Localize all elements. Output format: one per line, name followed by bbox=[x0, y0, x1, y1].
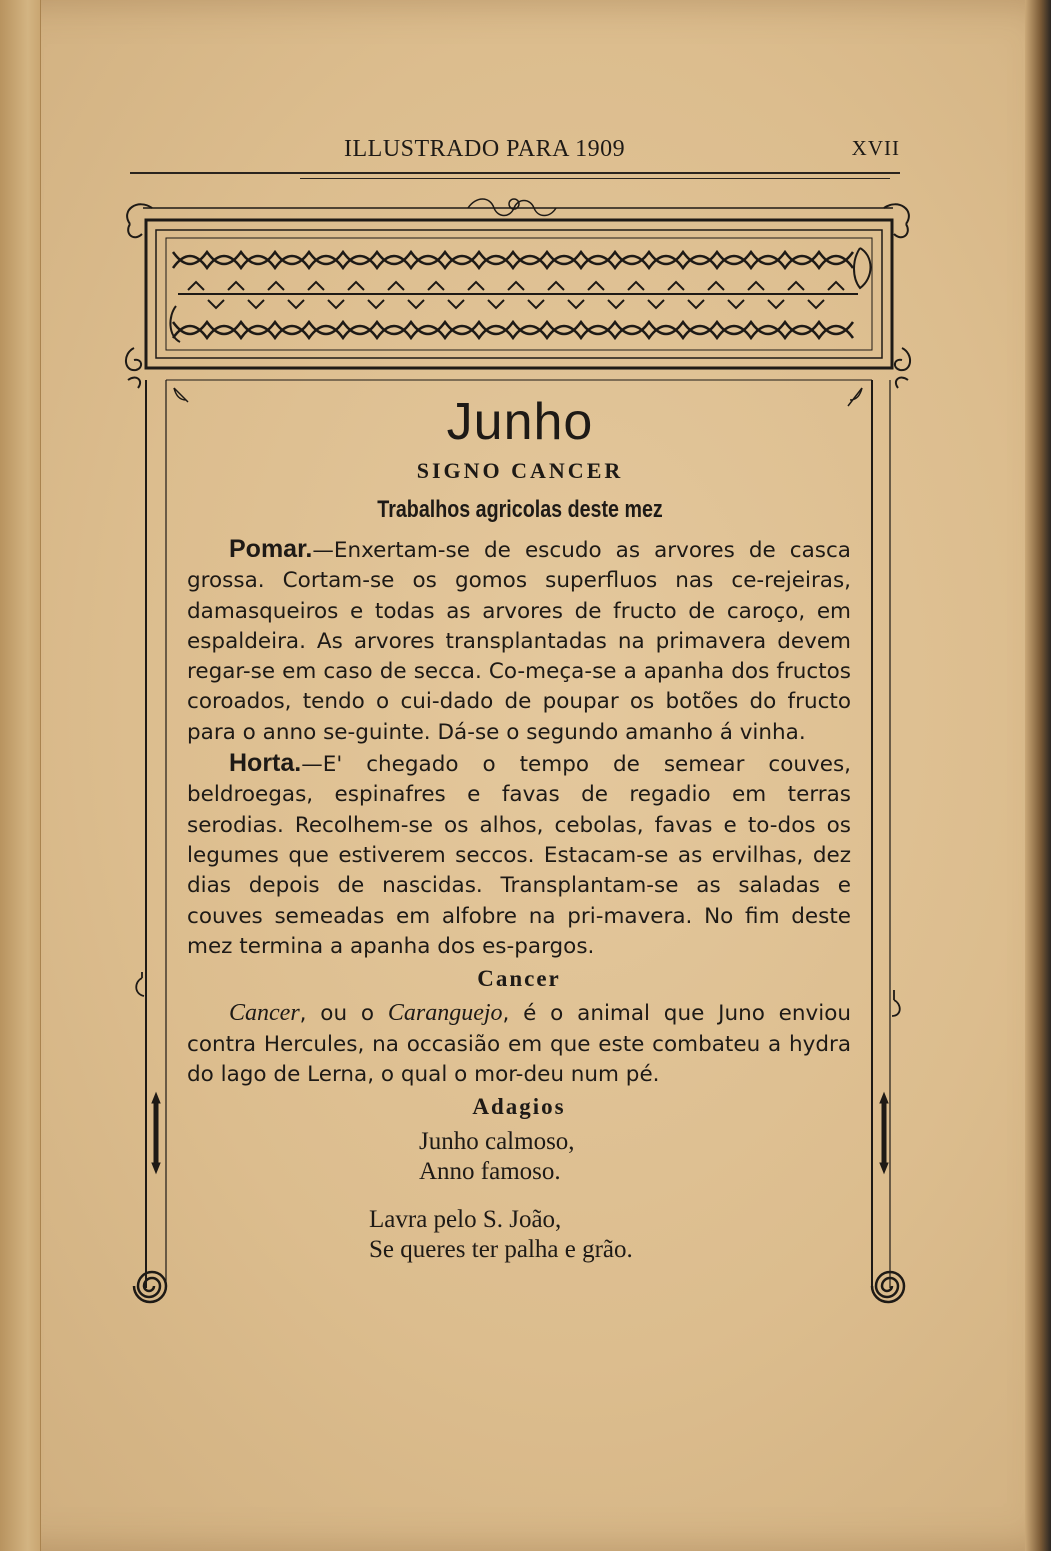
adage-line: Junho calmoso, bbox=[419, 1127, 575, 1155]
adage-line: Se queres ter palha e grão. bbox=[369, 1235, 633, 1263]
paragraph-cancer bbox=[187, 998, 851, 1090]
section-subtitle: Trabalhos agricolas deste mez bbox=[377, 496, 663, 523]
page-number: XVII bbox=[851, 136, 900, 160]
adage-line: Lavra pelo S. João, bbox=[369, 1205, 562, 1233]
paragraph-pomar bbox=[187, 534, 851, 748]
caranguejo-name: Caranguejo bbox=[387, 1000, 503, 1027]
adage-1 bbox=[419, 1127, 851, 1187]
running-head bbox=[140, 130, 910, 170]
header-rule-thin bbox=[300, 178, 890, 179]
spiral-ornament-icon bbox=[134, 1272, 904, 1302]
adage-line: Anno famoso. bbox=[419, 1157, 561, 1185]
cancer-separator: , ou o bbox=[299, 1001, 388, 1027]
paragraph-horta bbox=[187, 748, 851, 962]
adagios-heading: Adagios bbox=[472, 1094, 566, 1120]
cancer-heading: Cancer bbox=[477, 966, 561, 992]
page-title: Junho bbox=[446, 393, 594, 451]
header-rule bbox=[130, 172, 900, 174]
body-text bbox=[187, 534, 851, 1265]
runin-horta: Horta. bbox=[229, 749, 302, 778]
page-edge-shadow bbox=[1025, 0, 1051, 1551]
book-spine bbox=[0, 0, 41, 1551]
cancer-name: Cancer bbox=[229, 1000, 300, 1027]
adage-2 bbox=[369, 1205, 851, 1265]
horta-text: —E' chegado o tempo de semear couves, beldroegas, espinafres e favas de regadio em terras serodias. Recolhem-se os alhos, cebolas, favas e to-dos os legumes que estiverem seccos. Estacam-se as ervilhas, dez dias depois de nascidas. Transplantam-se as saladas e couves semeadas em alfobre na pri-mavera. No fim deste mez termina a apanha dos es-pargos. bbox=[187, 752, 851, 959]
zodiac-sign-heading: SIGNO CANCER bbox=[416, 458, 624, 483]
runin-pomar: Pomar. bbox=[229, 535, 313, 563]
pomar-text: —Enxertam-se de escudo as arvores de casca grossa. Cortam-se os gomos superfluos nas ce-rejeiras, damasqueiros e todas as arvores de fructo de caroço, em espaldeira. As arvores transplantadas na primavera devem regar-se em caso de secca. Co-meça-se a apanha dos fructos coroados, tendo o cui-dado de poupar os botões do fructo para o anno se-guinte. Dá-se o segundo amanho á vinha. bbox=[187, 538, 851, 745]
cancer-text: , é o animal que Juno enviou contra Hercules, na occasião em que este combateu a hydra do lago de Lerna, o qual o mor-deu num pé. bbox=[187, 1001, 851, 1088]
running-head-title: ILLUSTRADO PARA 1909 bbox=[344, 136, 626, 162]
